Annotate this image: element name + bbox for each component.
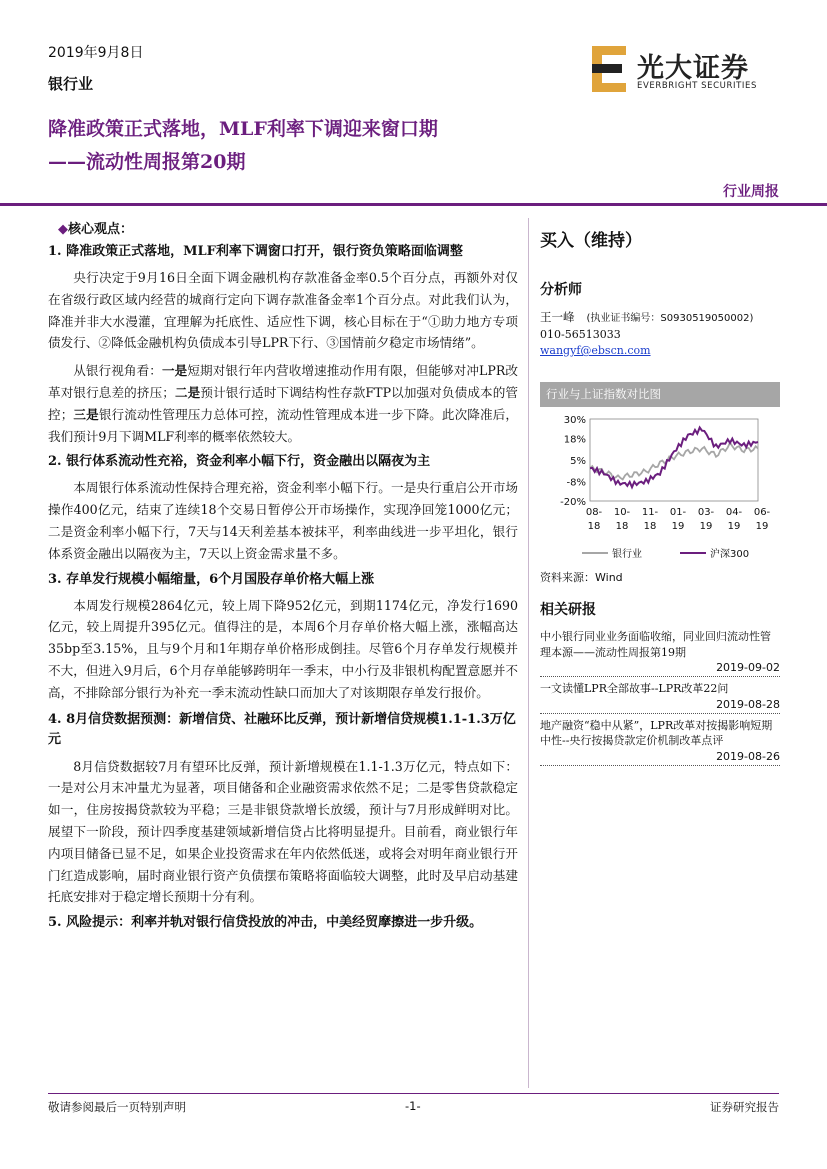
main-content <box>48 218 518 938</box>
x-tick-label: 08- <box>585 507 603 518</box>
rating-label: 买入（维持） <box>540 231 642 251</box>
x-tick-label: 18 <box>615 521 629 532</box>
related-item-title[interactable]: 中小银行同业业务面临收缩，同业回归流动性管理本源——流动性周报第19期 <box>540 630 771 659</box>
report-date: 2019年9月8日 <box>48 45 144 61</box>
y-tick-label: -8% <box>566 477 586 489</box>
related-item-date-text: 2019-08-28 <box>716 697 780 711</box>
x-tick-label: 03- <box>697 507 715 518</box>
point-one-text: 短期对银行年内营收增速推动作用有限，但能够对冲LPR改革对银行息差的挤压； <box>48 363 519 400</box>
point-two-text: 预计银行适时下调结构性存款FTP以加强对负债成本的管控； <box>48 384 519 422</box>
bank-view-lead: 从银行视角看： <box>73 363 162 379</box>
point-three-label: 三是 <box>73 406 99 422</box>
section-2-paragraph: 本周银行体系流动性保持合理充裕，资金利率小幅下行。一是央行重启公开市场操作400亿元，结束了连续18个交易日暂停公开市场操作，实现净回笼1000亿元；二是资金利率小幅下行，7天与14天利差基本被抹平，利率曲线进一步平坦化，银行体系资金融出以隔夜为主，7天以上资金需求量不多。 <box>48 480 518 561</box>
core-views-label <box>58 218 518 237</box>
section-3-heading: 3. 存单发行规模小幅缩量，6个月国股存单价格大幅上涨 <box>48 571 375 587</box>
industry-label: 银行业 <box>48 75 94 93</box>
section-1-paragraph-1: 央行决定于9月16日全面下调金融机构存款准备金率0.5个百分点，再额外对仅在省级行政区域内经营的城商行定向下调存款准备金率1个百分点。对此我们认为，降准并非大水漫灌，宜理解为托底性、适应性下调，核心目标在于“①助力地方专项债发行、②降低金融机构负债成本引导LPR下行、③国情前夕稳定市场情绪”。 <box>48 270 518 351</box>
section-5-heading: 5. 风险提示：利率并轨对银行信贷投放的冲击，中美经贸摩擦进一步升级。 <box>48 915 483 931</box>
page-number: -1- <box>405 1099 421 1113</box>
x-tick-label: 19 <box>727 521 741 532</box>
related-item[interactable] <box>540 629 780 677</box>
related-item-title[interactable]: 一文读懂LPR全部故事--LPR改革22问 <box>540 682 729 695</box>
core-views-text: 核心观点： <box>68 222 134 237</box>
logo-mark-icon <box>590 44 630 94</box>
series-line-bank <box>590 443 758 480</box>
related-research-heading: 相关研报 <box>540 602 596 618</box>
x-tick-label: 06- <box>753 507 771 518</box>
analyst-name-text: 王一峰 <box>540 310 575 324</box>
y-tick-label: 5% <box>570 456 586 467</box>
header-divider <box>0 203 827 206</box>
sidebar <box>540 218 780 770</box>
column-divider <box>528 218 529 1088</box>
footer-disclaimer: 敬请参阅最后一页特别声明 <box>48 1100 186 1114</box>
chart-source: 资料来源：Wind <box>540 571 623 584</box>
x-tick-label: 18 <box>643 521 657 532</box>
x-tick-label: 10- <box>613 507 631 518</box>
x-tick-label: 04- <box>725 507 743 518</box>
related-item-date <box>540 749 780 766</box>
analyst-phone: 010-56513033 <box>540 328 621 341</box>
related-item-title[interactable]: 地产融资“稳中从紧”，LPR改革对按揭影响短期中性--央行按揭贷款定价机制改革点评 <box>540 718 773 747</box>
related-item[interactable] <box>540 681 780 714</box>
related-item-date <box>540 660 780 677</box>
section-1-paragraph-2 <box>48 360 518 447</box>
section-1-heading: 1. 降准政策正式落地，MLF利率下调窗口打开，银行资负策略面临调整 <box>48 244 463 259</box>
related-item-date-text: 2019-09-02 <box>716 661 780 674</box>
y-tick-label: -20% <box>560 497 586 508</box>
legend-label: 银行业 <box>612 549 642 560</box>
x-tick-label: 19 <box>755 521 769 532</box>
report-type: 行业周报 <box>723 184 779 200</box>
comparison-chart-svg <box>540 407 780 567</box>
related-item-date <box>540 697 780 714</box>
point-two-label: 二是 <box>174 384 201 400</box>
logo-text-en: EVERBRIGHT SECURITIES <box>637 81 757 91</box>
section-4-heading: 4. 8月信贷数据预测：新增信贷、社融环比反弹，预计新增信贷规模1.1-1.3万亿元 <box>48 711 516 747</box>
comparison-chart <box>540 407 780 567</box>
x-tick-label: 11- <box>641 507 659 518</box>
legend-label: 沪深300 <box>710 549 750 560</box>
y-tick-label: 18% <box>563 434 586 446</box>
report-subtitle: ——流动性周报第20期 <box>48 151 246 173</box>
logo-text-cn: 光大证券 <box>637 53 749 84</box>
x-tick-label: 01- <box>669 507 687 518</box>
y-tick-label: 30% <box>563 415 586 426</box>
x-tick-label: 18 <box>587 521 601 532</box>
point-one-label: 一是 <box>161 363 188 379</box>
analyst-email-link[interactable]: wangyf@ebscn.com <box>540 344 651 357</box>
diamond-icon: ◆ <box>58 222 68 237</box>
analyst-cert: (执业证书编号：S0930519050002) <box>586 313 754 324</box>
point-three-text: 银行流动性管理压力总体可控，流动性管理成本进一步下降。此次降准后，我们预计9月下调MLF利率的概率依然较大。 <box>48 406 519 444</box>
section-2-heading: 2. 银行体系流动性充裕，资金利率小幅下行，资金融出以隔夜为主 <box>48 454 431 470</box>
section-3-paragraph: 本周发行规模2864亿元，较上周下降952亿元，到期1174亿元，净发行1690亿元，较上周提升395亿元。值得注的是，本周6个月存单价格大幅上涨，涨幅高达35bp至3.15%，且与9个月和1年期存单价格形成倒挂。尽管6个月存单发行规模并不大，但进入9月后，6个月存单能够跨明年一季末，中小行及非银机构配置意愿并不高，不排除部分银行为补充一季末流动性缺口而加大了对该期限存单发行报价。 <box>48 597 518 700</box>
analyst-name <box>540 309 780 325</box>
footer-divider <box>48 1093 779 1094</box>
section-4-paragraph: 8月信贷数据较7月有望环比反弹，预计新增规模在1.1-1.3万亿元，特点如下：一是对公月末冲量尤为显著，项目储备和企业融资需求依然不足；二是零售贷款稳定如一，住房按揭贷款较为平稳；三是非银贷款增长放缓，预计与7月形成鲜明对比。展望下一阶段，预计四季度基建领域新增信贷占比将明显提升。目前看，商业银行年内项目储备已显不足，如果企业投资需求在年内依然低迷，或将会对明年商业银行开门红造成影响，届时商业银行资产负债摆布策略将面临较大调整，此时及早启动基建托底安排对于稳定增长预期十分有利。 <box>48 758 518 905</box>
related-item-date-text: 2019-08-26 <box>716 749 780 763</box>
report-title: 降准政策正式落地，MLF利率下调迎来窗口期 <box>48 118 438 140</box>
brand-logo <box>590 44 780 96</box>
x-tick-label: 19 <box>699 521 713 532</box>
x-tick-label: 19 <box>671 521 685 532</box>
footer-report-label: 证券研究报告 <box>710 1100 779 1114</box>
analyst-heading: 分析师 <box>540 282 582 298</box>
related-item[interactable] <box>540 718 780 766</box>
chart-title: 行业与上证指数对比图 <box>540 382 780 407</box>
